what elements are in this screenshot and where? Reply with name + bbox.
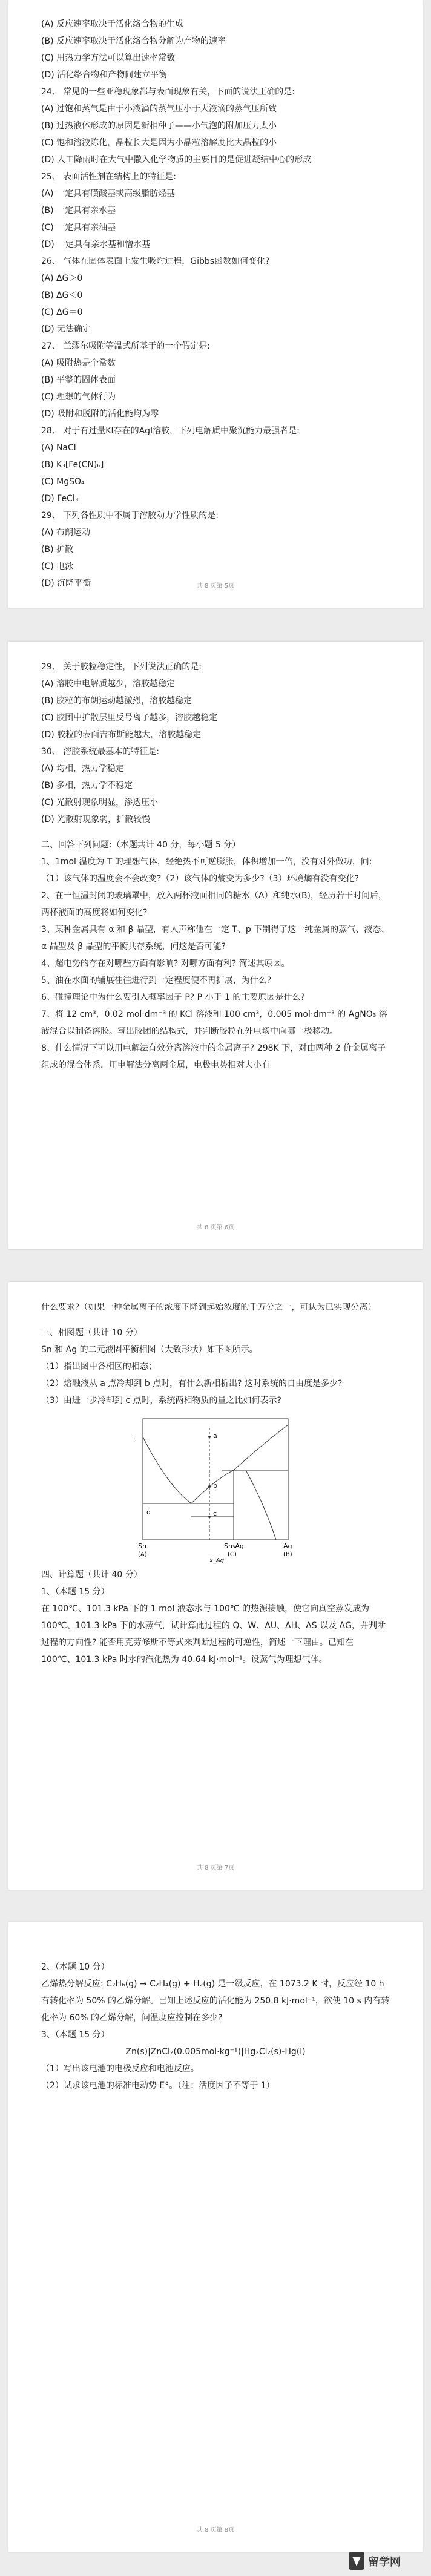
page-2-content (41, 659, 390, 1074)
text-line: 29、 下列各性质中不属于溶胶动力学性质的是: (41, 511, 219, 521)
document-page-2 (8, 642, 423, 1249)
text-line: (A) NaCl (41, 443, 76, 453)
problem-2-text: 乙烯热分解反应: C₂H₆(g) → C₂H₄(g) + H₂(g) 是一级反应，在 1073.2 K 时，反应经 10 h 有转化率为 50% 的乙烯分解。已知上述反应的活化能为 250.8 kJ·mol⁻¹，欲使 10 s 内有转化率为 60% 的乙烯分解，问温度应控制在多少? (41, 1979, 390, 2023)
text-line: (B) 胶粒的布朗运动越激烈，溶胶越稳定 (41, 696, 192, 706)
text-line: (D) 沉降平衡 (41, 579, 91, 588)
text-line: (D) FeCl₃ (41, 494, 79, 504)
sub-question-3: （3）由进一步冷却到 c 点时，系统两相物质的量之比如何表示? (41, 1396, 281, 1405)
page-footer: 共 8 页第 7页 (196, 1865, 235, 1871)
text-line: 25、 表面活性剂在结构上的特征是: (41, 172, 176, 182)
question-8-continuation: 什么要求?（如果一种金属离子的浓度下降到起始浓度的千万分之一，可认为已实现分离） (41, 1303, 377, 1312)
section-title: 四、计算题（共计 40 分） (41, 1570, 142, 1580)
document-page-1 (8, 0, 423, 608)
label-c: c (213, 1510, 217, 1517)
text-line: (A) ΔG＞0 (41, 274, 83, 283)
text-line: (A) 一定具有磺酸基或高级脂肪烃基 (41, 189, 175, 199)
page-1-content (41, 16, 390, 592)
text-line: (C) 电泳 (41, 562, 74, 571)
question-6: 6、碰撞理论中为什么要引入概率因子 P? P 小于 1 的主要原因是什么? (41, 993, 305, 1002)
text-line: (D) 胶粒的表面吉布斯能越大，溶胶越稳定 (41, 730, 202, 740)
text-line: (C) MgSO₄ (41, 477, 85, 487)
text-line: (B) 过热液体形成的原因是新相种子——小气泡的附加压力太小 (41, 121, 277, 131)
question-4: 4、超电势的存在对哪些方面有影响? 对哪方面有利? 简述其原因。 (41, 959, 290, 968)
page-footer: 共 8 页第 8页 (196, 2527, 235, 2534)
problem-3-sub-1: （1）写出该电池的电极反应和电池反应。 (41, 2064, 199, 2074)
question-list (41, 659, 390, 828)
text-line: (C) 胶团中扩散层里反号离子越多，溶胶越稳定 (41, 713, 218, 723)
text-line: 28、 对于有过量KI存在的AgI溶胶，下列电解质中聚沉能力最强者是: (41, 426, 300, 436)
text-line: (C) ΔG＝0 (41, 307, 83, 317)
text-line: 30、 溶胶系统最基本的特征是: (41, 747, 159, 757)
page-4-content (41, 1959, 390, 2094)
text-line: (B) K₃[Fe(CN)₆] (41, 460, 104, 470)
question-2: 2、在一恒温封闭的玻璃罩中，放入两杯液面相同的糖水（A）和纯水(B)，经历若干时间后，两杯液面的高度将如何变化? (41, 891, 387, 918)
question-7: 7、将 12 cm³，0.02 mol·dm⁻³ 的 KCl 溶液和 100 cm³，0.005 mol·dm⁻³ 的 AgNO₃ 溶液混合以制备溶胶。写出胶团的结构式，并判断胶粒在外电场中向哪一极移动。 (41, 1010, 387, 1036)
text-line: (C) 用热力学方法可以算出速率常数 (41, 53, 176, 63)
comp-ag-sub: (B) (283, 1551, 292, 1558)
question-8: 8、什么情况下可以用电解法有效分离溶液中的金属离子? 298K 下，对由两种 2 价金属离子组成的混合体系，用电解法分离两金属，电极电势相对大小有 (41, 1043, 386, 1070)
phase-diagram-figure (125, 1413, 306, 1564)
watermark-text: 留学网 (368, 2556, 401, 2569)
cell-expression: Zn(s)|ZnCl₂(0.005mol·kg⁻¹)|Hg₂Cl₂(s)-Hg(l) (125, 2047, 306, 2057)
text-line: (D) 吸附和脱附的活化能均为零 (41, 409, 159, 419)
text-line: (C) 理想的气体行为 (41, 392, 116, 402)
text-line: (A) 均相，热力学稳定 (41, 764, 124, 774)
document-page-4 (8, 1922, 423, 2552)
text-line: (C) 一定具有亲油基 (41, 223, 116, 232)
comp-ag: Ag (283, 1542, 292, 1550)
text-line: 24、 常见的一些亚稳现象都与表面现象有关，下面的说法正确的是: (41, 87, 295, 97)
text-line: (D) 活化络合物和产物间建立平衡 (41, 70, 168, 80)
problem-1-title: 1、（本题 15 分） (41, 1587, 110, 1597)
point-b (208, 1485, 211, 1488)
text-line: 26、 气体在固体表面上发生吸附过程，Gibbs函数如何变化? (41, 257, 270, 266)
page-footer: 共 8 页第 5页 (196, 583, 235, 590)
sub-question-2: （2）熔融液从 a 点冷却到 b 点时，有什么新相析出? 这时系统的自由度是多少? (41, 1379, 343, 1388)
problem-3-title: 3、（本题 15 分） (41, 2030, 110, 2040)
label-a: a (213, 1432, 217, 1440)
liquidus-left (143, 1437, 191, 1503)
comp-sn-sub: (A) (138, 1551, 147, 1558)
problem-2-title: 2、（本题 10 分） (41, 1962, 110, 1972)
text-line: (A) 过饱和蒸气是由于小液滴的蒸气压小于大液滴的蒸气压所致 (41, 104, 277, 114)
question-3: 3、某种金属具有 α 和 β 晶型，有人声称他在一定 T、p 下制得了这一纯金属的蒸气、液态、α 晶型及 β 晶型的平衡共存系统，问这是否可能? (41, 925, 390, 951)
liquidus-right (234, 1425, 288, 1470)
text-line: (C) 饱和溶液陈化，晶粒长大是因为小晶粒溶解度比大晶粒的小 (41, 138, 277, 148)
label-t: t (133, 1433, 136, 1441)
text-line: (D) 人工降雨时在大气中撒入化学物质的主要目的是促进凝结中心的形成 (41, 155, 312, 165)
comp-sn3ag: Sn₃Ag (224, 1542, 244, 1550)
text-line: 29、 关于胶粒稳定性，下列说法正确的是: (41, 662, 202, 672)
text-line: (B) 多相，热力学不稳定 (41, 781, 133, 790)
text-line: (A) 吸附热是个常数 (41, 358, 116, 368)
label-b: b (213, 1482, 217, 1490)
question-5: 5、油在水面的铺展往往进行到一定程度便不再扩展，为什么? (41, 976, 272, 985)
text-line: (C) 光散射现象明显，渗透压小 (41, 798, 159, 807)
text-line: 27、 兰缪尔吸附等温式所基于的一个假定是: (41, 341, 210, 351)
page-footer: 共 8 页第 6页 (196, 1224, 235, 1231)
point-c (208, 1516, 211, 1518)
text-line: (B) ΔG＜0 (41, 291, 83, 300)
label-d: d (146, 1508, 151, 1516)
question-1: 1、1mol 温度为 T 的理想气体，经绝热不可逆膨胀，体积增加一倍，没有对外做功，问:（1）该气体的温度会不会改变?（2）该气体的熵变为多少?（3）环境熵有没有变化? (41, 857, 372, 884)
text-line: (B) 扩散 (41, 545, 73, 554)
solidus-right (246, 1470, 276, 1540)
problem-1-text: 在 100℃、101.3 kPa 下的 1 mol 液态水与 100℃ 的热源接触，使它向真空蒸发成为 100℃、101.3 kPa 下的水蒸气，试计算此过程的 Q、W、ΔU、ΔH、ΔS 以及 ΔG，并判断过程的方向性? 能否用克劳修斯不等式来判断过程的可逆性，简述一下理由。已知在 100℃、101.3 kPa 时水的汽化热为 40.64 kJ·mol⁻¹。设蒸气为理想气体。 (41, 1604, 386, 1664)
sub-question-1: （1）指出图中各相区的相态； (41, 1362, 157, 1372)
comp-sn: Sn (138, 1542, 146, 1550)
point-a (208, 1436, 211, 1438)
text-line: (B) 一定具有亲水基 (41, 206, 116, 215)
text-line: (D) 光散射现象弱，扩散较慢 (41, 815, 151, 824)
text-line: (D) 一定具有亲水基和憎水基 (41, 240, 151, 249)
text-line: (B) 平整的固体表面 (41, 375, 116, 385)
liquidus-middle (191, 1470, 234, 1503)
text-line: (A) 溶胶中电解质越少，溶胶越稳定 (41, 679, 175, 689)
problem-3-sub-2: （2）试求该电池的标准电动势 E°。（注：活度因子不等于 1） (41, 2081, 275, 2091)
text-line: (D) 无法确定 (41, 324, 91, 334)
text-line: (A) 布朗运动 (41, 528, 90, 537)
document-page-3 (8, 1282, 423, 1890)
section-title: 三、相图题（共计 10 分） (41, 1328, 142, 1338)
x-axis-label: x_Ag (209, 1557, 225, 1564)
phase-diagram-intro: Sn 和 Ag 的二元液固平衡相图（大致形状）如下图所示。 (41, 1345, 258, 1355)
comp-sn3ag-sub: (C) (228, 1551, 237, 1558)
text-line: (B) 反应速率取决于活化络合物分解为产物的速率 (41, 36, 226, 46)
page-3-content (41, 1299, 390, 1668)
site-watermark-logo (347, 2549, 426, 2572)
text-line: (A) 反应速率取决于活化络合物的生成 (41, 19, 183, 29)
section-title: 二、回答下列问题:（本题共计 40 分，每小题 5 分） (41, 840, 241, 850)
